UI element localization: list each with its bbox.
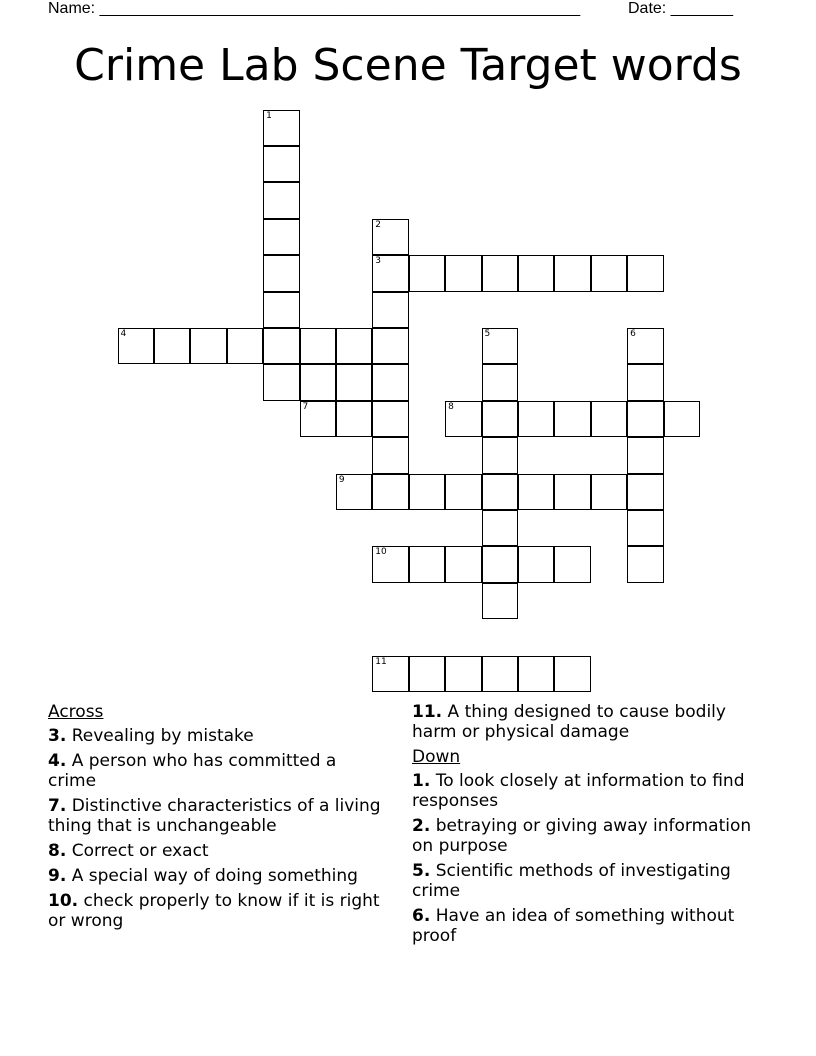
grid-cell[interactable] (445, 401, 482, 438)
clue-down-1: 1. To look closely at information to find responses (412, 771, 745, 811)
grid-cell[interactable] (591, 401, 628, 438)
clue-down-5: 5. Scientific methods of investigating crime (412, 861, 731, 901)
grid-cell[interactable] (263, 292, 300, 329)
grid-cell[interactable] (482, 364, 519, 401)
grid-cell[interactable] (591, 474, 628, 511)
grid-cell[interactable] (300, 401, 337, 438)
grid-cell[interactable] (554, 401, 591, 438)
clue-down-6: 6. Have an idea of something without proof (412, 906, 735, 946)
clue-across-11: 11. A thing designed to cause bodily harm or physical damage (412, 702, 726, 742)
grid-cell[interactable] (482, 255, 519, 292)
grid-cell[interactable] (518, 255, 555, 292)
grid-cell[interactable] (482, 437, 519, 474)
grid-cell[interactable] (627, 546, 664, 583)
grid-cell[interactable] (554, 656, 591, 693)
grid-cell[interactable] (482, 510, 519, 547)
name-field-label: Name: ______________________________________________________ (48, 0, 581, 17)
grid-cell[interactable] (482, 401, 519, 438)
cell-number: 4 (120, 328, 127, 339)
grid-cell[interactable] (263, 219, 300, 256)
grid-cell[interactable] (445, 255, 482, 292)
grid-cell[interactable] (154, 328, 191, 365)
clues-left-column (48, 702, 388, 936)
grid-cell[interactable] (518, 656, 555, 693)
grid-cell[interactable] (263, 328, 300, 365)
cell-number: 10 (375, 547, 387, 558)
grid-cell[interactable] (445, 474, 482, 511)
grid-cell[interactable] (372, 474, 409, 511)
grid-cell[interactable] (627, 401, 664, 438)
grid-cell[interactable] (482, 328, 519, 365)
cell-number: 5 (484, 328, 491, 339)
across-heading: Across (48, 702, 104, 722)
page-title: Crime Lab Scene Target words (74, 40, 742, 91)
grid-cell[interactable] (372, 364, 409, 401)
down-heading: Down (412, 747, 461, 767)
grid-cell[interactable] (482, 474, 519, 511)
grid-cell[interactable] (263, 182, 300, 219)
grid-cell[interactable] (554, 255, 591, 292)
grid-cell[interactable] (336, 328, 373, 365)
clue-across-4: 4. A person who has committed a crime (48, 751, 337, 791)
clue-across-9: 9. A special way of doing something (48, 866, 358, 886)
grid-cell[interactable] (627, 328, 664, 365)
grid-cell[interactable] (627, 510, 664, 547)
grid-cell[interactable] (263, 146, 300, 183)
grid-cell[interactable] (627, 255, 664, 292)
grid-cell[interactable] (482, 583, 519, 620)
grid-cell[interactable] (300, 328, 337, 365)
grid-cell[interactable] (554, 546, 591, 583)
grid-cell[interactable] (336, 474, 373, 511)
clue-across-8: 8. Correct or exact (48, 841, 209, 861)
grid-cell[interactable] (409, 474, 446, 511)
grid-cell[interactable] (627, 364, 664, 401)
grid-cell[interactable] (372, 292, 409, 329)
clue-across-7: 7. Distinctive characteristics of a living thing that is unchangeable (48, 796, 381, 836)
grid-cell[interactable] (118, 328, 155, 365)
grid-cell[interactable] (372, 546, 409, 583)
clue-across-3: 3. Revealing by mistake (48, 726, 254, 746)
cell-number: 2 (375, 219, 382, 230)
clue-across-10: 10. check properly to know if it is right or wrong (48, 891, 380, 931)
grid-cell[interactable] (482, 546, 519, 583)
cell-number: 7 (302, 401, 309, 412)
grid-cell[interactable] (664, 401, 701, 438)
grid-cell[interactable] (409, 656, 446, 693)
grid-cell[interactable] (336, 364, 373, 401)
grid-cell[interactable] (263, 364, 300, 401)
grid-cell[interactable] (227, 328, 264, 365)
grid-cell[interactable] (482, 656, 519, 693)
grid-cell[interactable] (627, 474, 664, 511)
grid-cell[interactable] (409, 255, 446, 292)
cell-number: 6 (630, 328, 636, 339)
grid-cell[interactable] (336, 401, 373, 438)
cell-number: 1 (266, 110, 272, 121)
clues-right-column (412, 702, 757, 951)
grid-cell[interactable] (445, 656, 482, 693)
grid-cell[interactable] (300, 364, 337, 401)
grid-cell[interactable] (627, 437, 664, 474)
grid-cell[interactable] (518, 474, 555, 511)
grid-cell[interactable] (518, 401, 555, 438)
cell-number: 11 (375, 656, 387, 667)
cell-number: 8 (448, 401, 454, 412)
cell-number: 9 (338, 474, 345, 485)
grid-cell[interactable] (445, 546, 482, 583)
grid-cell[interactable] (409, 546, 446, 583)
grid-cell[interactable] (372, 219, 409, 256)
grid-cell[interactable] (190, 328, 227, 365)
grid-cell[interactable] (372, 437, 409, 474)
grid-cell[interactable] (554, 474, 591, 511)
grid-cell[interactable] (372, 255, 409, 292)
grid-cell[interactable] (518, 546, 555, 583)
grid-cell[interactable] (591, 255, 628, 292)
grid-cell[interactable] (372, 656, 409, 693)
clue-down-2: 2. betraying or giving away information on purpose (412, 816, 752, 856)
cell-number: 3 (375, 256, 382, 267)
grid-cell[interactable] (372, 401, 409, 438)
grid-cell[interactable] (263, 110, 300, 147)
grid-cell[interactable] (263, 255, 300, 292)
grid-cell[interactable] (372, 328, 409, 365)
date-field-label: Date: _______ (628, 0, 733, 17)
